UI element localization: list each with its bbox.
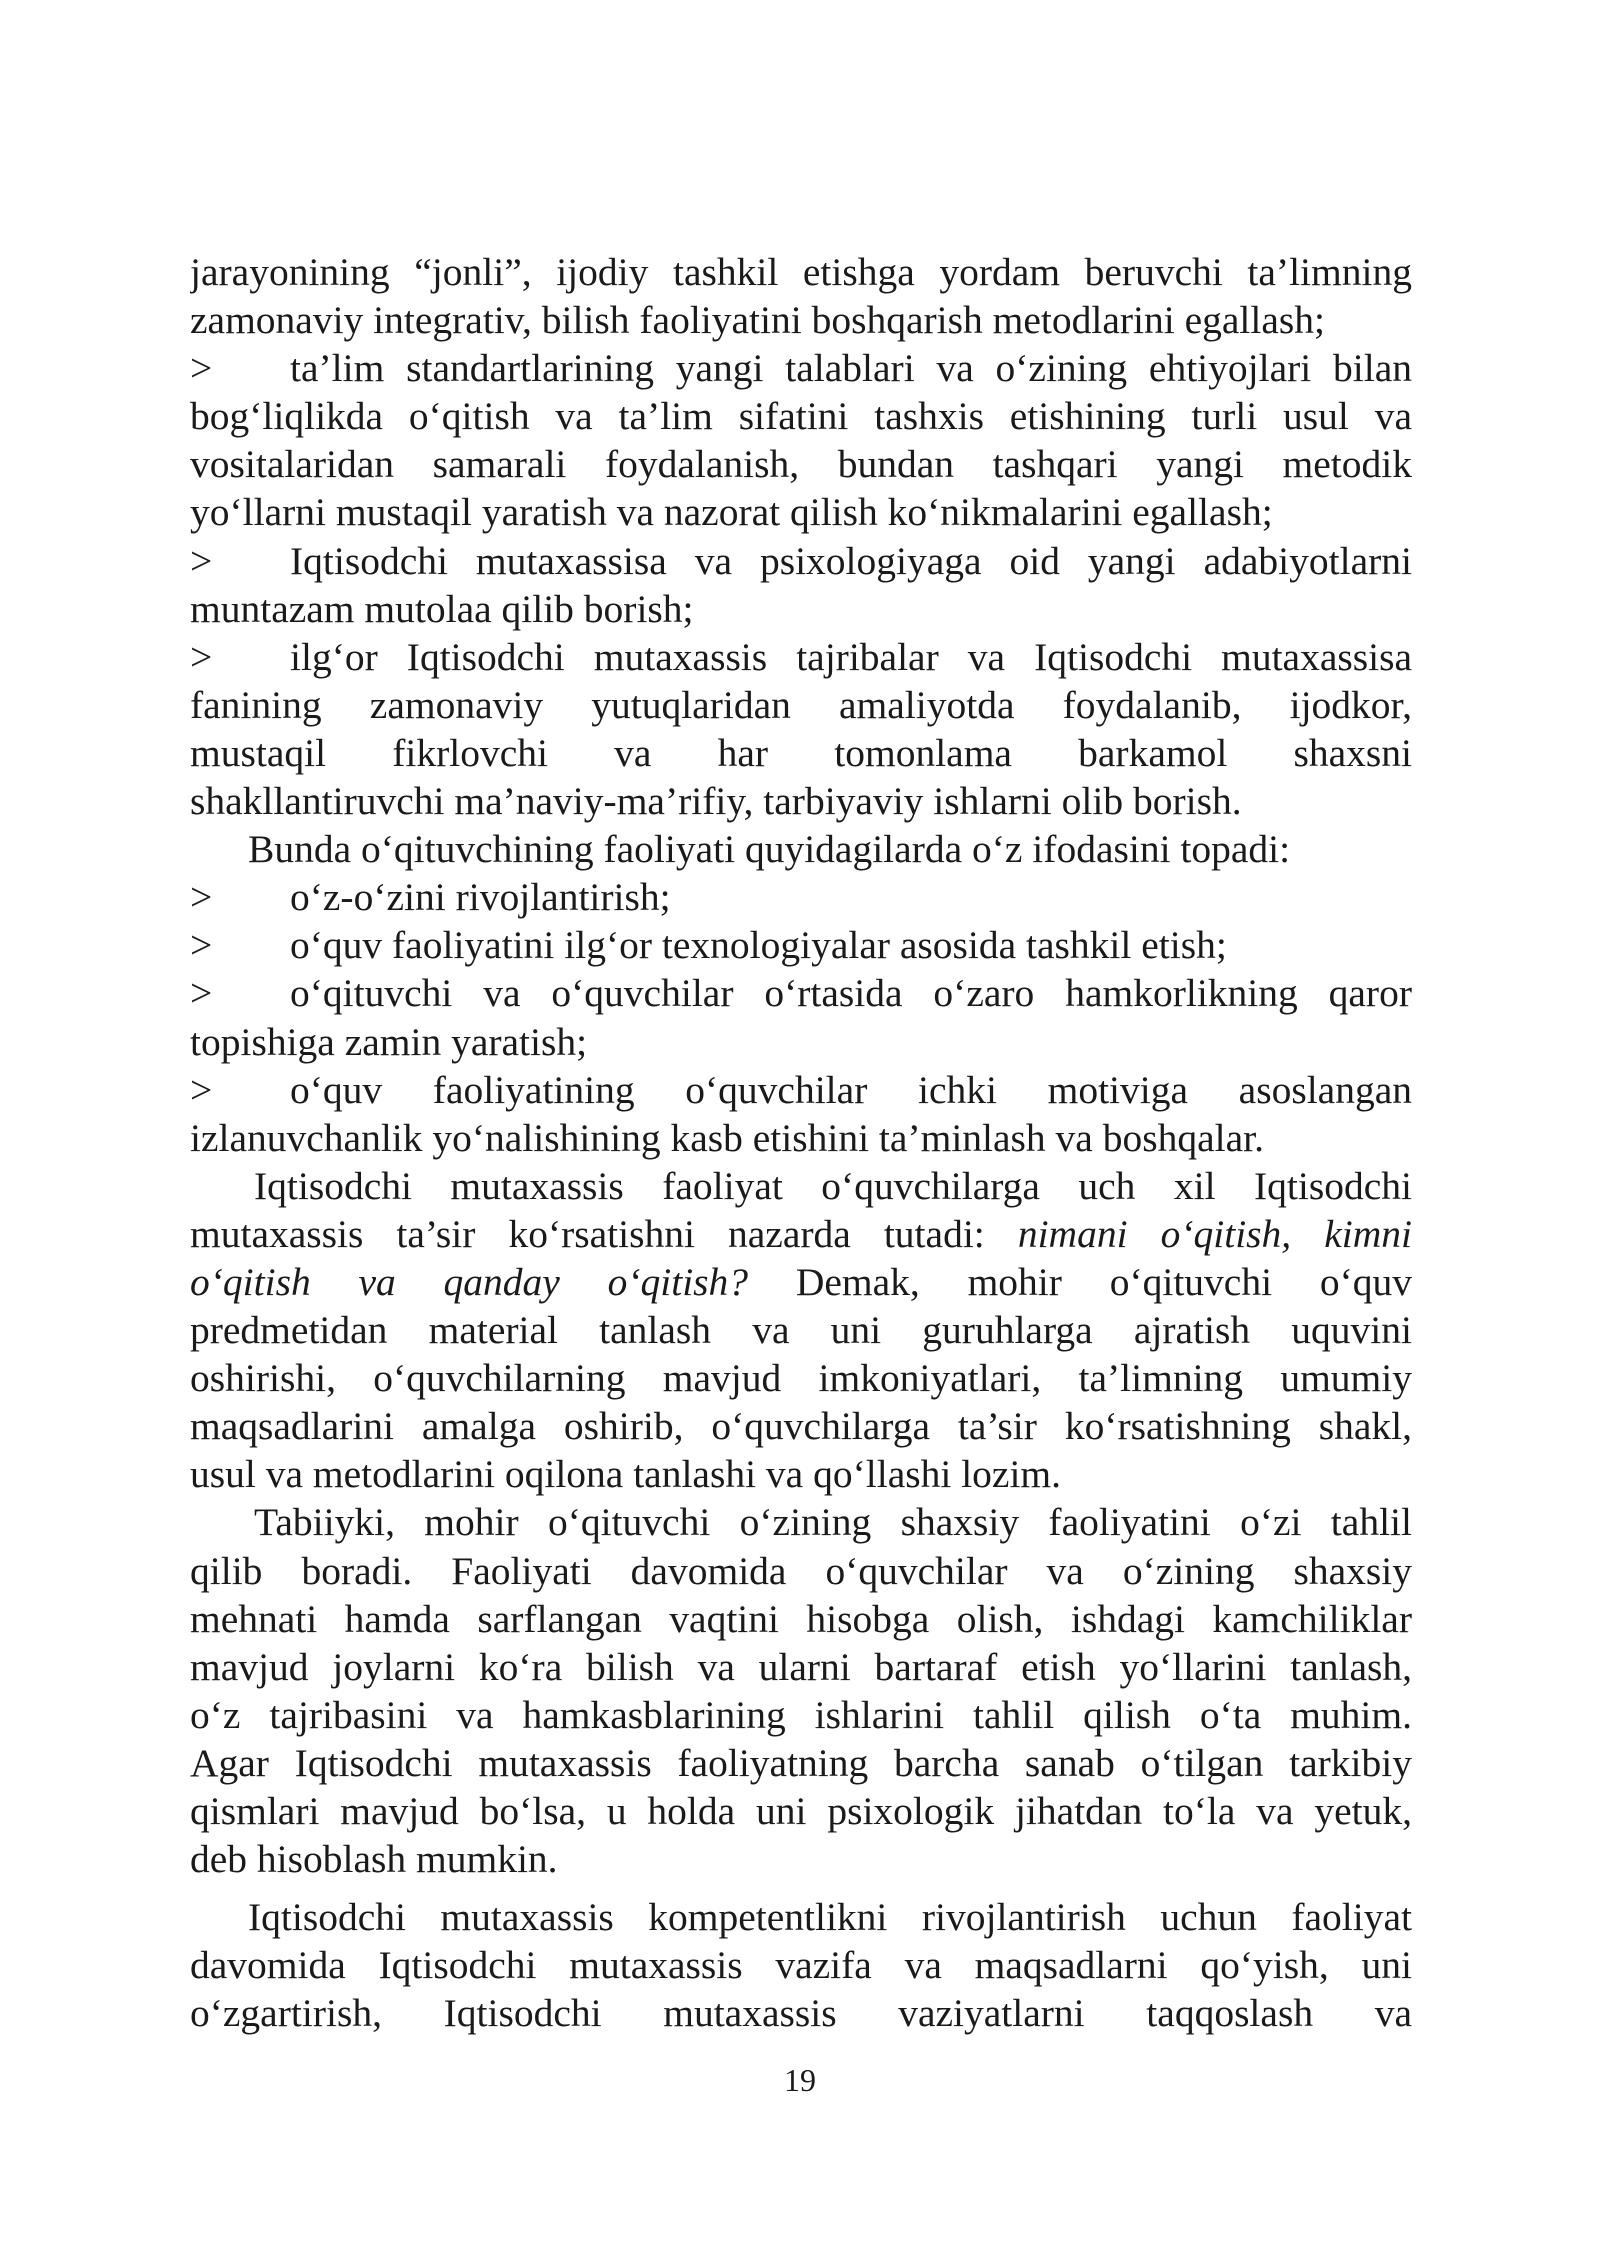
- list-item: [190, 873, 1412, 921]
- text-line: [190, 1210, 1412, 1258]
- italic-fragment: nimani o‘qitish, kimni: [1017, 1211, 1412, 1256]
- text-line: ilg‘or Iqtisodchi mutaxassis tajribalar va Iqtisodchi mutaxassisa: [290, 634, 1412, 679]
- list-item: [190, 633, 1412, 681]
- text-fragment: Demak, mohir o‘qituvchi o‘quv: [795, 1259, 1412, 1304]
- bullet-marker: >: [190, 538, 213, 583]
- text-line: Iqtisodchi mutaxassisa va psixologiyaga oid yangi adabiyotlarni: [290, 538, 1412, 583]
- list-item: [190, 1066, 1412, 1114]
- text-line: bog‘liqlikda o‘qitish va ta’lim sifatini tashxis etishining turli usul va: [190, 394, 1412, 439]
- page-number: 19: [784, 2062, 816, 2098]
- text-line: vositalaridan samarali foydalanish, bundan tashqari yangi metodik: [190, 442, 1412, 487]
- text-line: deb hisoblash mumkin.: [190, 1837, 558, 1882]
- text-line: mustaqil fikrlovchi va har tomonlama barkamol shaxsni: [190, 730, 1412, 775]
- bullet-marker: >: [190, 971, 213, 1016]
- text-line: mavjud joylarni ko‘ra bilish va ularni bartaraf etish yo‘llarini tanlash,: [190, 1644, 1412, 1689]
- text-line: o‘z-o‘zini rivojlantirish;: [290, 875, 671, 920]
- text-line: Iqtisodchi mutaxassis faoliyat o‘quvchilarga uch xil Iqtisodchi: [254, 1163, 1412, 1208]
- page-body: [190, 248, 1412, 2037]
- list-item: [190, 969, 1412, 1017]
- text-line: yo‘llarni mustaqil yaratish va nazorat qilish ko‘nikmalarini egallash;: [190, 490, 1273, 535]
- text-line: o‘z tajribasini va hamkasblarining ishlarini tahlil qilish o‘ta muhim.: [190, 1692, 1412, 1737]
- bullet-marker: >: [190, 875, 213, 920]
- text-line: [190, 1258, 1412, 1306]
- text-line: qilib boradi. Faoliyati davomida o‘quvchilar va o‘zining shaxsiy: [190, 1548, 1412, 1593]
- text-line: zamonaviy integrativ, bilish faoliyatini boshqarish metodlarini egallash;: [190, 298, 1325, 343]
- text-line: topishiga zamin yaratish;: [190, 1019, 588, 1064]
- text-line: qismlari mavjud bo‘lsa, u holda uni psixologik jihatdan to‘la va yetuk,: [190, 1789, 1412, 1833]
- bullet-marker: >: [190, 346, 213, 391]
- text-line: davomida Iqtisodchi mutaxassis vazifa va maqsadlarni qo‘yish, uni: [190, 1943, 1412, 1988]
- text-fragment: mutaxassis ta’sir ko‘rsatishni nazarda tutadi:: [190, 1211, 985, 1256]
- text-line: Iqtisodchi mutaxassis kompetentlikni rivojlantirish uchun faoliyat: [248, 1895, 1412, 1940]
- text-line: o‘quv faoliyatining o‘quvchilar ichki motiviga asoslangan: [290, 1067, 1412, 1112]
- text-line: maqsadlarini amalga oshirib, o‘quvchilarga ta’sir ko‘rsatishning shakl,: [190, 1404, 1412, 1449]
- text-line: o‘zgartirish, Iqtisodchi mutaxassis vaziyatlarni taqqoslash va: [190, 1991, 1412, 2036]
- text-line: o‘qituvchi va o‘quvchilar o‘rtasida o‘zaro hamkorlikning qaror: [290, 971, 1412, 1016]
- list-item: [190, 921, 1412, 969]
- list-item: [190, 537, 1412, 585]
- text-line: jarayonining “jonli”, ijodiy tashkil etishga yordam beruvchi ta’limning: [190, 250, 1412, 294]
- text-line: Agar Iqtisodchi mutaxassis faoliyatning barcha sanab o‘tilgan tarkibiy: [190, 1740, 1412, 1785]
- text-line: mehnati hamda sarflangan vaqtini hisobga olish, ishdagi kamchiliklar: [190, 1596, 1412, 1641]
- text-line: shakllantiruvchi ma’naviy-ma’rifiy, tarbiyaviy ishlarni olib borish.: [190, 779, 1242, 824]
- text-line: predmetidan material tanlash va uni guruhlarga ajratish uquvini: [190, 1308, 1412, 1353]
- list-item: [190, 344, 1412, 392]
- italic-fragment: o‘qitish va qanday o‘qitish?: [190, 1259, 749, 1304]
- text-line: muntazam mutolaa qilib borish;: [190, 586, 694, 631]
- bullet-marker: >: [190, 634, 213, 679]
- text-line: o‘quv faoliyatini ilg‘or texnologiyalar asosida tashkil etish;: [290, 923, 1227, 968]
- text-line: fanining zamonaviy yutuqlaridan amaliyotda foydalanib, ijodkor,: [190, 682, 1412, 727]
- text-line: ta’lim standartlarining yangi talablari va o‘zining ehtiyojlari bilan: [290, 346, 1412, 391]
- text-line: usul va metodlarini oqilona tanlashi va qo‘llashi lozim.: [190, 1452, 1062, 1497]
- bullet-marker: >: [190, 923, 213, 968]
- text-line: Bunda o‘qituvchining faoliyati quyidagilarda o‘z ifodasini topadi:: [248, 827, 1291, 872]
- bullet-marker: >: [190, 1067, 213, 1112]
- text-line: izlanuvchanlik yo‘nalishining kasb etishini ta’minlash va boshqalar.: [190, 1115, 1264, 1160]
- text-line: oshirishi, o‘quvchilarning mavjud imkoniyatlari, ta’limning umumiy: [190, 1356, 1412, 1401]
- text-line: Tabiiyki, mohir o‘qituvchi o‘zining shaxsiy faoliyatini o‘zi tahlil: [254, 1500, 1412, 1545]
